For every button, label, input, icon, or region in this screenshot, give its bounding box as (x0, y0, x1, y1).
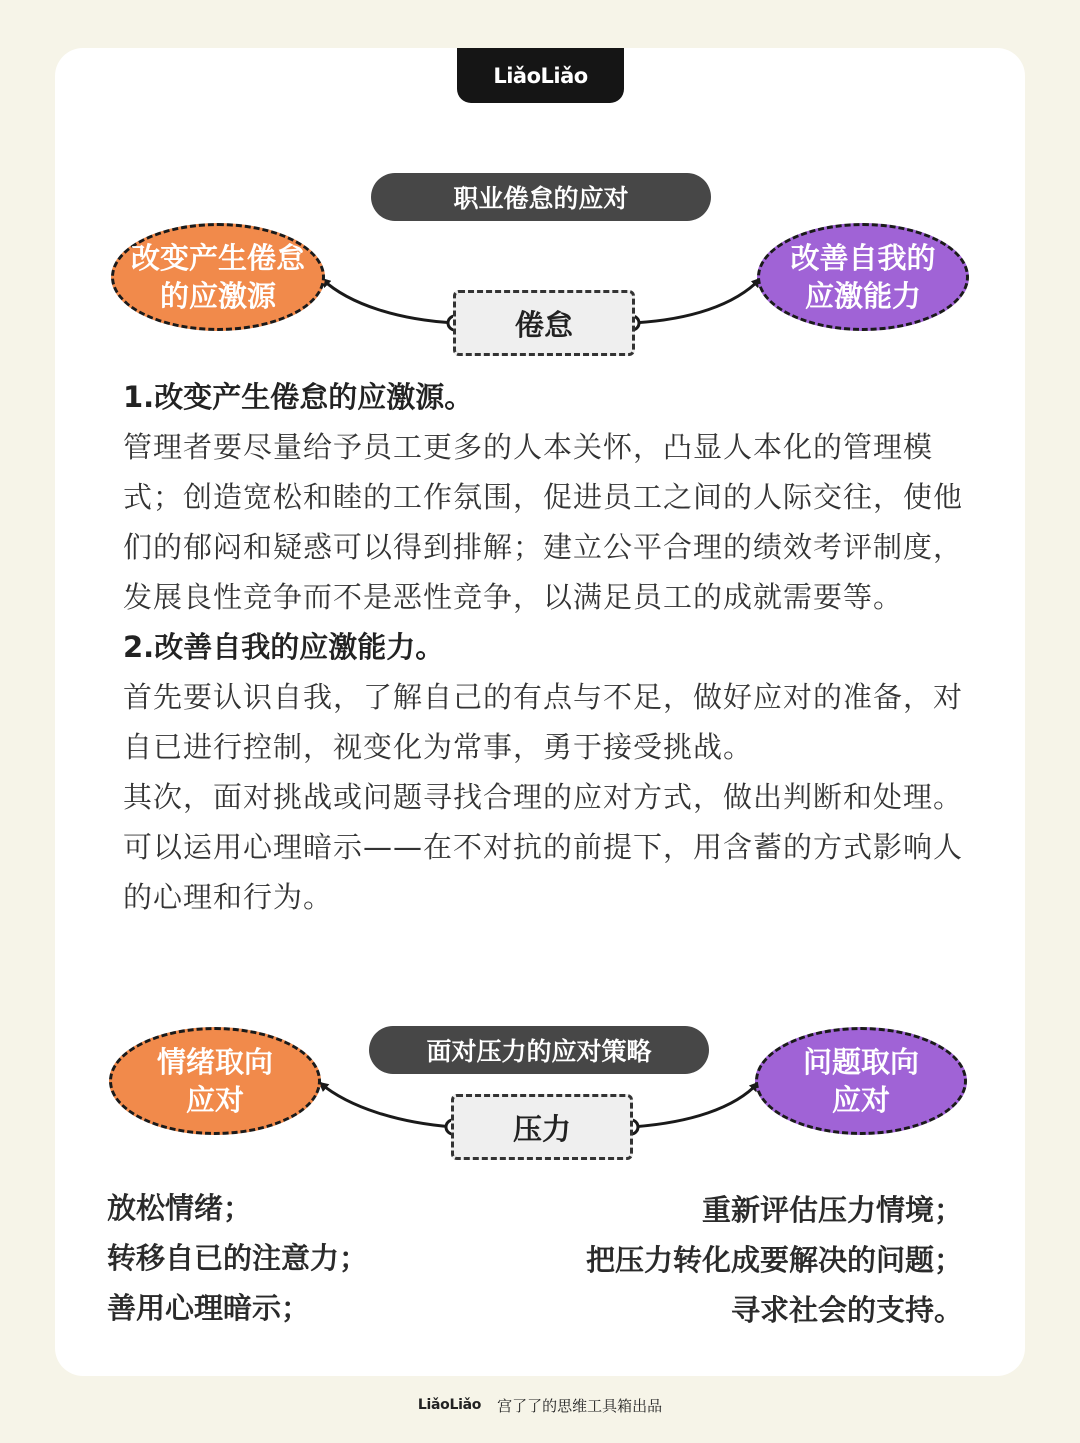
list-item: 把压力转化成要解决的问题； (585, 1243, 963, 1277)
section1-left-node: 改变产生倦怠的应激源 (111, 223, 325, 331)
list-item: 寻求社会的支持。 (730, 1293, 963, 1327)
emotion-strategy-list (107, 1183, 368, 1333)
section1-title: 职业倦怠的应对 (371, 173, 711, 221)
brand-logo: LiǎoLiǎo (457, 48, 624, 103)
section1-center-node: 倦怠 (453, 290, 635, 356)
body-text (123, 372, 963, 922)
paragraph-3: 其次，面对挑战或问题寻找合理的应对方式，做出判断和处理。可以运用心理暗示——在不对抗的前提下，用含蓄的方式影响人的心理和行为。 (123, 780, 964, 914)
section2-left-node: 情绪取向应对 (109, 1027, 321, 1135)
list-item: 善用心理暗示； (107, 1291, 311, 1325)
heading-1: 1.改变产生倦怠的应激源。 (123, 380, 474, 414)
list-item: 转移自已的注意力； (107, 1241, 369, 1275)
heading-2: 2.改善自我的应激能力。 (123, 630, 445, 664)
footer-logo: LiǎoLiǎo (417, 1397, 482, 1413)
section2-right-node: 问题取向应对 (755, 1027, 967, 1135)
footer (0, 1390, 1080, 1420)
section2-center-node: 压力 (451, 1094, 633, 1160)
problem-strategy-list (586, 1185, 963, 1335)
paragraph-2: 首先要认识自我，了解自己的有点与不足，做好应对的准备，对自已进行控制，视变化为常事，勇于接受挑战。 (123, 680, 964, 764)
section1-right-node: 改善自我的应激能力 (757, 223, 969, 331)
list-item: 放松情绪； (107, 1191, 253, 1225)
section2-title: 面对压力的应对策略 (369, 1026, 709, 1074)
paragraph-1: 管理者要尽量给予员工更多的人本关怀，凸显人本化的管理模式；创造宽松和睦的工作氛围，促进员工之间的人际交往，使他们的郁闷和疑惑可以得到排解；建立公平合理的绩效考评制度，发展良性竞争而不是恶性竞争，以满足员工的成就需要等。 (123, 430, 964, 614)
list-item: 重新评估压力情境； (701, 1193, 963, 1227)
footer-text: 宫了了的思维工具箱出品 (497, 1396, 663, 1415)
